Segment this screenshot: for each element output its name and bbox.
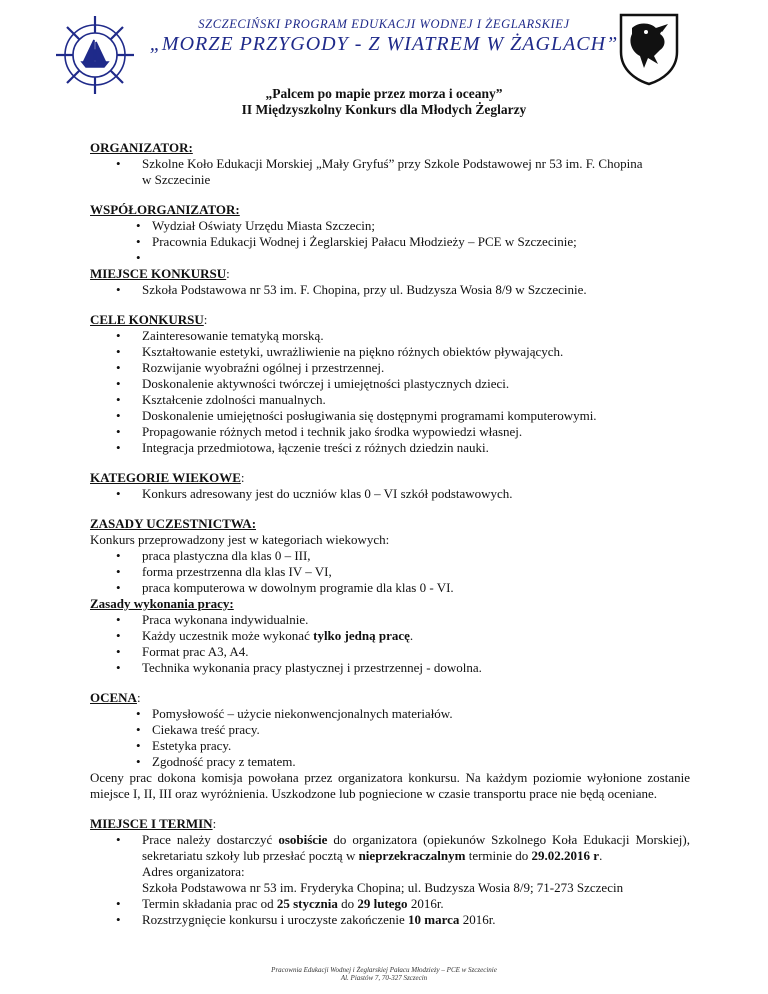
- list-item: • Praca wykonana indywidualnie.: [90, 612, 690, 628]
- heading-termin: MIEJSCE I TERMIN: [90, 816, 213, 831]
- list-item: • Propagowanie różnych metod i technik jako środka wypowiedzi własnej.: [90, 424, 690, 440]
- heading-wspolorganizator: WSPÓŁORGANIZATOR:: [90, 202, 240, 217]
- heading-zasady-wykonania: Zasady wykonania pracy:: [90, 596, 234, 611]
- program-name: „MORZE PRZYGODY - Z WIATREM W ŻAGLACH”: [149, 33, 619, 55]
- list-item: • Pomysłowość – użycie niekonwencjonalnych materiałów.: [90, 706, 690, 722]
- section-cele: CELE KONKURSU: • Zainteresowanie tematyką morską. • Kształtowanie estetyki, uwrażliwienie na piękno różnych obiektów pływających. • Rozwijanie wyobraźni ogólnej i przestrzennej. • Doskonalenie aktywności twórczej i umiejętności plastycznych dzieci. • Kształcenie zdolności manualnych. • Doskonalenie umiejętności posługiwania się dostępnymi programami komputerowymi. • Propagowanie różnych metod i technik jako środka wypowiedzi własnej. • Integracja przedmiotowa, łączenie treści z różnych dziedzin nauki.: [90, 312, 690, 456]
- section-ocena: OCENA: • Pomysłowość – użycie niekonwencjonalnych materiałów. • Ciekawa treść pracy. • Estetyka pracy. • Zgodność pracy z tematem. Oceny prac dokona komisja powołana przez organizatora konkursu. Na każdym poziomie wyłonione zostanie miejsce I, II, III oraz wyróżnienia. Uszkodzone lub pogniecione w czasie transportu prace nie będą oceniane.: [90, 690, 690, 802]
- section-zasady: [90, 516, 690, 676]
- list-item: • Termin składania prac od 25 stycznia do 29 lutego 2016r.: [90, 896, 690, 912]
- list-item: • Zgodność pracy z tematem.: [90, 754, 690, 770]
- list-item: • Format prac A3, A4.: [90, 644, 690, 660]
- footer-line1: Pracownia Edukacji Wodnej i Żeglarskiej Pałacu Młodzieży – PCE w Szczecinie: [271, 966, 497, 974]
- document-body: [90, 140, 690, 928]
- list-item: • forma przestrzenna dla klas IV – VI,: [90, 564, 690, 580]
- list-item: • Zainteresowanie tematyką morską.: [90, 328, 690, 344]
- list-item: • Doskonalenie aktywności twórczej i umiejętności plastycznych dzieci.: [90, 376, 690, 392]
- section-kategorie: KATEGORIE WIEKOWE: • Konkurs adresowany jest do uczniów klas 0 – VI szkół podstawowych.: [90, 470, 690, 502]
- heading-miejsce: MIEJSCE KONKURSU: [90, 266, 227, 281]
- list-item: • Wydział Oświaty Urzędu Miasta Szczecin;: [90, 218, 690, 234]
- section-wspolorganizator: [90, 202, 690, 266]
- footer-line2: Al. Piastów 7, 70-327 Szczecin: [340, 974, 428, 982]
- list-item: • Rozwijanie wyobraźni ogólnej i przestrzennej.: [90, 360, 690, 376]
- heading-zasady: ZASADY UCZESTNICTWA:: [90, 516, 257, 531]
- list-item: • Rozstrzygnięcie konkursu i uroczyste zakończenie 10 marca 2016r.: [90, 912, 690, 928]
- contest-title: „Palcem po mapie przez morza i oceany”: [265, 86, 503, 101]
- section-organizator: [90, 140, 690, 188]
- address-label: Adres organizatora:: [142, 864, 245, 879]
- list-item-empty: [90, 250, 690, 266]
- list-item: • Kształcenie zdolności manualnych.: [90, 392, 690, 408]
- contest-subtitle: II Międzyszkolny Konkurs dla Młodych Żeglarzy: [241, 102, 527, 117]
- footer: [0, 966, 768, 982]
- address: Szkoła Podstawowa nr 53 im. Fryderyka Chopina; ul. Budzysza Wosia 8/9; 71-273 Szczecin: [142, 880, 624, 895]
- section-termin: MIEJSCE I TERMIN: • Prace należy dostarczyć osobiście do organizatora (opiekunów Szkolnego Koła Edukacji Morskiej), sekretariatu szkoły lub przesłać pocztą w nieprzekraczalnym terminie do 29.02.2016 r. Adres organizatora: Szkoła Podstawowa nr 53 im. Fryderyka Chopina; ul. Budzysza Wosia 8/9; 71-273 Szczecin • Termin składania prac od 25 stycznia do 29 lutego 2016r. • Rozstrzygnięcie konkursu i uroczyste zakończenie 10 marca 2016r.: [90, 816, 690, 928]
- program-line: SZCZECIŃSKI PROGRAM EDUKACJI WODNEJ I ŻEGLARSKIEJ: [198, 17, 570, 31]
- ocena-paragraph: Oceny prac dokona komisja powołana przez organizatora konkursu. Na każdym poziomie wyłonione zostanie miejsce I, II, III oraz wyróżnienia. Uszkodzone lub pogniecione w czasie transportu prace nie będą oceniane.: [90, 770, 690, 801]
- heading-organizator: ORGANIZATOR:: [90, 140, 193, 155]
- list-item: • Prace należy dostarczyć osobiście do organizatora (opiekunów Szkolnego Koła Edukacji Morskiej), sekretariatu szkoły lub przesłać pocztą w nieprzekraczalnym terminie do 29.02.2016 r. Adres organizatora: Szkoła Podstawowa nr 53 im. Fryderyka Chopina; ul. Budzysza Wosia 8/9; 71-273 Szczecin: [90, 832, 690, 896]
- list-item: • Integracja przedmiotowa, łączenie treści z różnych dziedzin nauki.: [90, 440, 690, 456]
- list-item: • Ciekawa treść pracy.: [90, 722, 690, 738]
- list-item: • praca plastyczna dla klas 0 – III,: [90, 548, 690, 564]
- list-item: • Estetyka pracy.: [90, 738, 690, 754]
- list-item: • Kształtowanie estetyki, uwrażliwienie na piękno różnych obiektów pływających.: [90, 344, 690, 360]
- list-item: • Pracownia Edukacji Wodnej i Żeglarskiej Pałacu Młodzieży – PCE w Szczecinie;: [90, 234, 690, 250]
- list-item: • Każdy uczestnik może wykonać tylko jedną pracę.: [90, 628, 690, 644]
- list-item: • praca komputerowa w dowolnym programie dla klas 0 - VI.: [90, 580, 690, 596]
- section-miejsce: MIEJSCE KONKURSU: • Szkoła Podstawowa nr 53 im. F. Chopina, przy ul. Budzysza Wosia 8/9 w Szczecinie.: [90, 266, 690, 298]
- heading-cele: CELE KONKURSU: [90, 312, 204, 327]
- list-item: • Konkurs adresowany jest do uczniów klas 0 – VI szkół podstawowych.: [90, 486, 690, 502]
- heading-ocena: OCENA: [90, 690, 137, 705]
- list-item: • Szkoła Podstawowa nr 53 im. F. Chopina, przy ul. Budzysza Wosia 8/9 w Szczecinie.: [90, 282, 690, 298]
- heading-kategorie: KATEGORIE WIEKOWE: [90, 470, 241, 485]
- list-item: • Szkolne Koło Edukacji Morskiej „Mały Gryfuś” przy Szkole Podstawowej nr 53 im. F. Chopina w Szczecinie: [90, 156, 690, 188]
- zasady-intro: Konkurs przeprowadzony jest w kategoriach wiekowych:: [90, 532, 390, 547]
- list-item: • Technika wykonania pracy plastycznej i przestrzennej - dowolna.: [90, 660, 690, 676]
- list-item: • Doskonalenie umiejętności posługiwania się dostępnymi programami komputerowymi.: [90, 408, 690, 424]
